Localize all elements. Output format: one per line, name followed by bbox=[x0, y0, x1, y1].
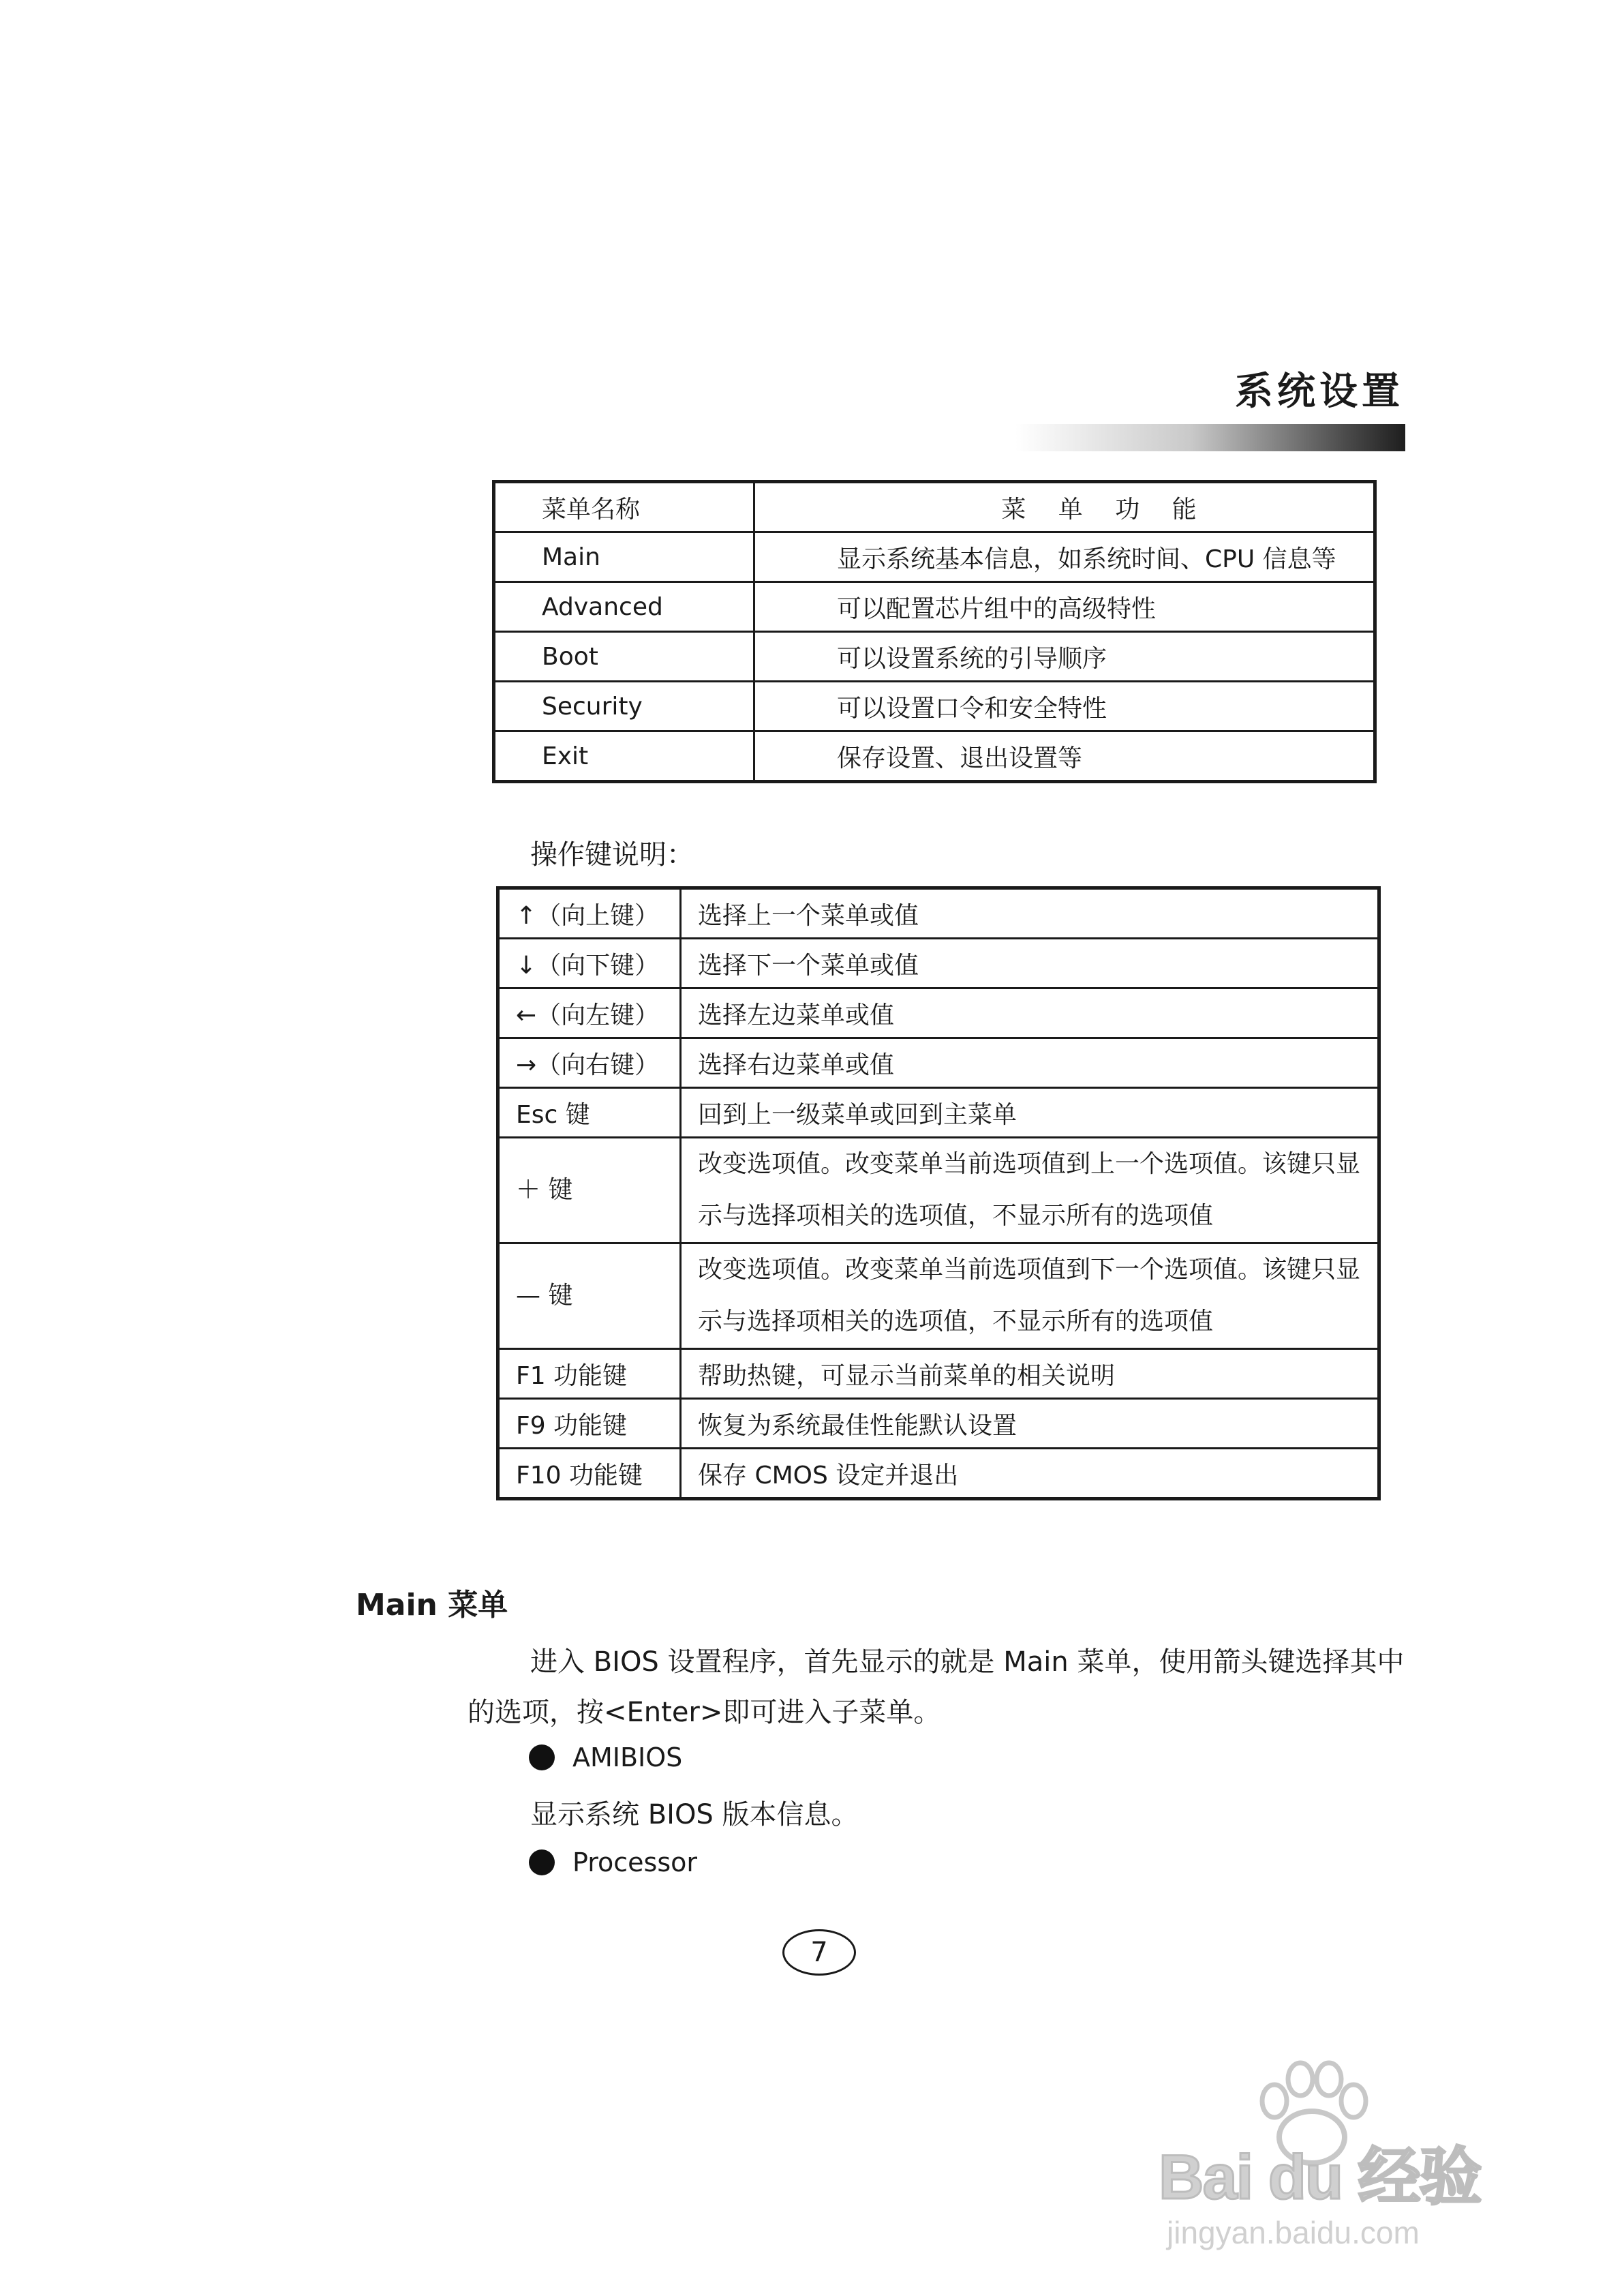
page-number: 7 bbox=[782, 1929, 856, 1976]
table-header-row bbox=[494, 482, 1375, 532]
key-description-cell: 选择右边菜单或值 bbox=[681, 1038, 1379, 1088]
table-row bbox=[498, 1449, 1379, 1499]
intro-paragraph-line1: 进入 BIOS 设置程序，首先显示的就是 Main 菜单，使用箭头键选择其中 bbox=[530, 1646, 1405, 1678]
table-row bbox=[498, 1038, 1379, 1088]
watermark bbox=[1159, 2059, 1540, 2263]
key-description-cell: 恢复为系统最佳性能默认设置 bbox=[681, 1399, 1379, 1449]
table-row bbox=[498, 1138, 1379, 1243]
key-cell: ←（向左键） bbox=[498, 988, 681, 1038]
keys-caption: 操作键说明： bbox=[530, 839, 694, 871]
menu-function-cell: 可以配置芯片组中的高级特性 bbox=[754, 582, 1375, 632]
page-title: 系统设置 bbox=[1235, 369, 1404, 414]
menu-name-cell: Boot bbox=[494, 632, 754, 682]
key-description-cell: 回到上一级菜单或回到主菜单 bbox=[681, 1088, 1379, 1138]
key-cell: ↑（向上键） bbox=[498, 888, 681, 939]
key-cell: ↓（向下键） bbox=[498, 939, 681, 988]
table-row bbox=[494, 632, 1375, 682]
key-cell: ＋ 键 bbox=[498, 1138, 681, 1243]
key-description-cell: 选择左边菜单或值 bbox=[681, 988, 1379, 1038]
table-row bbox=[494, 582, 1375, 632]
bullet-item-processor bbox=[529, 1847, 697, 1877]
bullet-dot-icon bbox=[529, 1849, 555, 1875]
menu-name-cell: Main bbox=[494, 532, 754, 582]
column-header: 菜 单 功 能 bbox=[754, 482, 1375, 532]
key-description-cell: 选择下一个菜单或值 bbox=[681, 939, 1379, 988]
watermark-url: jingyan.baidu.com bbox=[1167, 2215, 1420, 2250]
bullet-dot-icon bbox=[529, 1744, 555, 1770]
key-description-cell: 改变选项值。改变菜单当前选项值到上一个选项值。该键只显示与选择项相关的选项值，不显示所有的选项值 bbox=[681, 1138, 1379, 1243]
section-heading: Main 菜单 bbox=[356, 1588, 508, 1622]
table-row bbox=[498, 939, 1379, 988]
key-description-cell: 改变选项值。改变菜单当前选项值到下一个选项值。该键只显示与选择项相关的选项值，不显示所有的选项值 bbox=[681, 1243, 1379, 1349]
key-cell: F9 功能键 bbox=[498, 1399, 681, 1449]
menu-name-cell: Security bbox=[494, 682, 754, 731]
menu-function-cell: 保存设置、退出设置等 bbox=[754, 731, 1375, 782]
table-row bbox=[498, 1399, 1379, 1449]
keys-table bbox=[496, 886, 1381, 1500]
menu-function-cell: 可以设置口令和安全特性 bbox=[754, 682, 1375, 731]
menu-name-cell: Advanced bbox=[494, 582, 754, 632]
key-cell: — 键 bbox=[498, 1243, 681, 1349]
menu-name-cell: Exit bbox=[494, 731, 754, 782]
bullet-label: AMIBIOS bbox=[572, 1742, 683, 1772]
table-row bbox=[494, 682, 1375, 731]
bullet-item-amibios bbox=[529, 1742, 682, 1772]
column-header: 菜单名称 bbox=[494, 482, 754, 532]
key-cell: →（向右键） bbox=[498, 1038, 681, 1088]
key-cell: Esc 键 bbox=[498, 1088, 681, 1138]
menu-function-cell: 显示系统基本信息，如系统时间、CPU 信息等 bbox=[754, 532, 1375, 582]
table-row bbox=[498, 888, 1379, 939]
key-cell: F10 功能键 bbox=[498, 1449, 681, 1499]
key-description-cell: 保存 CMOS 设定并退出 bbox=[681, 1449, 1379, 1499]
table-row bbox=[494, 731, 1375, 782]
title-gradient-bar bbox=[1015, 424, 1405, 451]
bullet-description: 显示系统 BIOS 版本信息。 bbox=[530, 1799, 859, 1830]
table-row bbox=[498, 1088, 1379, 1138]
key-cell: F1 功能键 bbox=[498, 1349, 681, 1399]
intro-paragraph-line2: 的选项，按<Enter>即可进入子菜单。 bbox=[468, 1697, 941, 1728]
watermark-brand: Bai du 经验 bbox=[1159, 2143, 1481, 2212]
table-row bbox=[498, 1349, 1379, 1399]
key-description-cell: 选择上一个菜单或值 bbox=[681, 888, 1379, 939]
table-row bbox=[494, 532, 1375, 582]
bullet-label: Processor bbox=[572, 1847, 698, 1877]
menu-function-cell: 可以设置系统的引导顺序 bbox=[754, 632, 1375, 682]
table-row bbox=[498, 1243, 1379, 1349]
key-description-cell: 帮助热键，可显示当前菜单的相关说明 bbox=[681, 1349, 1379, 1399]
menu-table bbox=[492, 480, 1377, 783]
table-row bbox=[498, 988, 1379, 1038]
